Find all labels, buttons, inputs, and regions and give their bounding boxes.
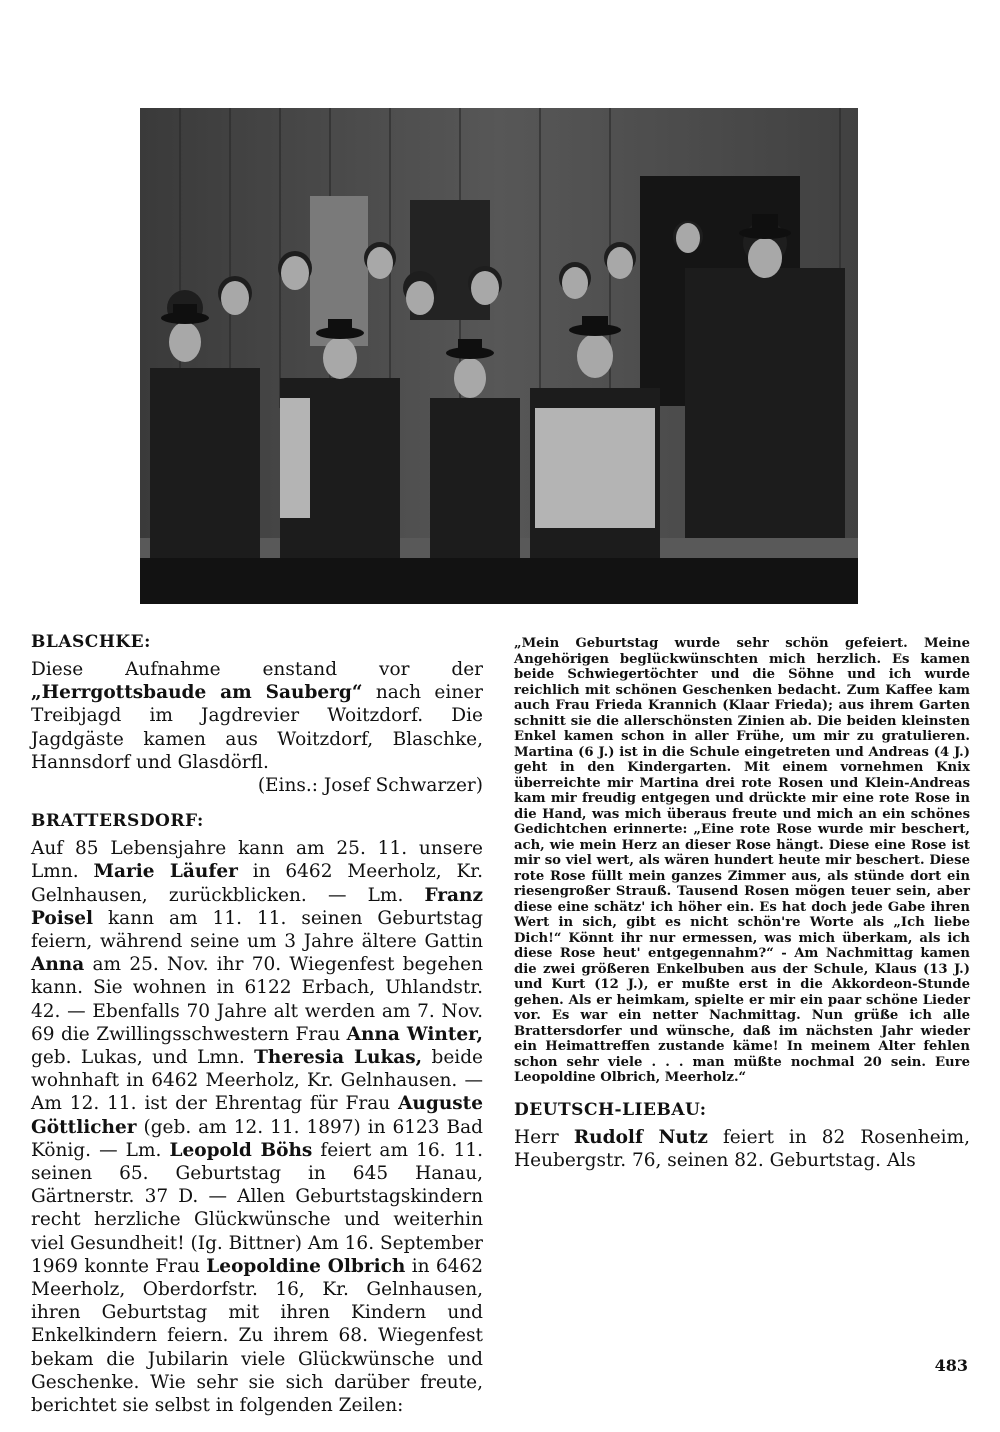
left-column xyxy=(31,632,483,1417)
group-photo xyxy=(140,108,858,604)
section-heading-blaschke: BLASCHKE: xyxy=(31,632,151,652)
section-heading-brattersdorf: BRATTERSDORF: xyxy=(31,811,204,832)
group-photo-image xyxy=(140,108,858,604)
deutsch-liebau-body: Herr Rudolf Nutz feiert in 82 Rosenheim, Heubergstr. 76, seinen 82. Geburtstag. Als xyxy=(514,1126,970,1171)
page-number: 483 xyxy=(934,1356,968,1375)
section-heading-deutsch-liebau: DEUTSCH-LIEBAU: xyxy=(514,1099,707,1120)
birthday-letter: „Mein Geburtstag wurde sehr schön gefeiert. Meine Angehörigen beglückwünschten mich herzlich. Es kamen beide Schwiegertöchter und die Söhne und ich wurde reichlich mit schönen Geschenken bedacht. Zum Kaffee kam auch Frau Frieda Krannich (Klaar Frieda); aus ihrem Garten schnitt sie die allerschönsten Zinien ab. Die beiden kleinsten Enkel kamen schon in aller Frühe, um mir zu gratulieren. Martina (6 J.) ist in die Schule eingetreten und Andreas (4 J.) geht in den Kindergarten. Mit einem vornehmen Knix überreichte mir Martina drei rote Rosen und Klein-Andreas kam mir freudig entgegen und drückte mir eine rote Rose in die Hand, was mich überaus freute und mich an ein schönes Gedichtchen erinnerte: „Eine rote Rose wurde mir beschert, ach, wie mein Herz an dieser Rose hängt. Diese eine Rose ist mir so viel wert, als wären hundert heute mir beschert. Diese rote Rose füllt mein ganzes Zimmer aus, als stünde dort ein riesengroßer Strauß. Tausend Rosen mögen teuer sein, aber diese eine schätz' ich höher ein. Es hat doch jede Gabe ihren Wert in sich, gibt es nicht schön're Worte als „Ich liebe Dich!“ Könnt ihr nur ermessen, was mich überkam, als ich diese Rose heut' entgegennahm?“ - Am Nachmittag kamen die zwei größeren Enkelbuben aus der Schule, Klaus (13 J.) und Kurt (12 J.), er mußte erst in die Akkordeon-Stunde gehen. Als er heimkam, spielte er mir ein paar schöne Lieder vor. Es war ein netter Nachmittag. Nun grüße ich alle Brattersdorfer und wünsche, daß im nächsten Jahr wieder ein Heimattreffen zustande käme! In meinem Alter fehlen schon sehr viele . . . man müßte nochmal 20 sein. Eure Leopoldine Olbrich, Meerholz.“ xyxy=(514,636,970,1085)
caption-credit: (Eins.: Josef Schwarzer) xyxy=(257,775,483,797)
brattersdorf-body: Auf 85 Lebensjahre kann am 25. 11. unsere Lmn. Marie Läufer in 6462 Meerholz, Kr. Gelnhausen, zurückblicken. — Lm. Franz Poisel kann am 11. 11. seinen Geburtstag feiern, während seine um 3 Jahre ältere Gattin Anna am 25. Nov. ihr 70. Wiegenfest begehen kann. Sie wohnen in 6122 Erbach, Uhlandstr. 42. — Ebenfalls 70 Jahre alt werden am 7. Nov. 69 die Zwillingsschwestern Frau Anna Winter, geb. Lukas, und Lmn. Theresia Lukas, beide wohnhaft in 6462 Meerholz, Kr. Gelnhausen. — Am 12. 11. ist der Ehrentag für Frau Auguste Göttlicher (geb. am 12. 11. 1897) in 6123 Bad König. — Lm. Leopold Böhs feiert am 16. 11. seinen 65. Geburtstag in 645 Hanau, Gärtnerstr. 37 D. — Allen Geburtstagskindern recht herzliche Glückwünsche und weiterhin viel Gesundheit! (Ig. Bittner) Am 16. September 1969 konnte Frau Leopoldine Olbrich in 6462 Meerholz, Oberdorfstr. 16, Kr. Gelnhausen, ihren Geburtstag mit ihren Kindern und Enkelkindern feiern. Zu ihrem 68. Wiegenfest bekam die Jubilarin viele Glückwünsche und Geschenke. Wie sehr sie sich darüber freute, berichtet sie selbst in folgenden Zeilen: xyxy=(31,838,484,1417)
photo-caption: Diese Aufnahme enstand vor der „Herrgottsbaude am Sauberg“ nach einer Treibjagd im Jagdrevier Woitzdorf. Die Jagdgäste kamen aus Woitzdorf, Blaschke, Hannsdorf und Glasdörfl. xyxy=(31,659,483,773)
right-column xyxy=(514,632,970,1172)
